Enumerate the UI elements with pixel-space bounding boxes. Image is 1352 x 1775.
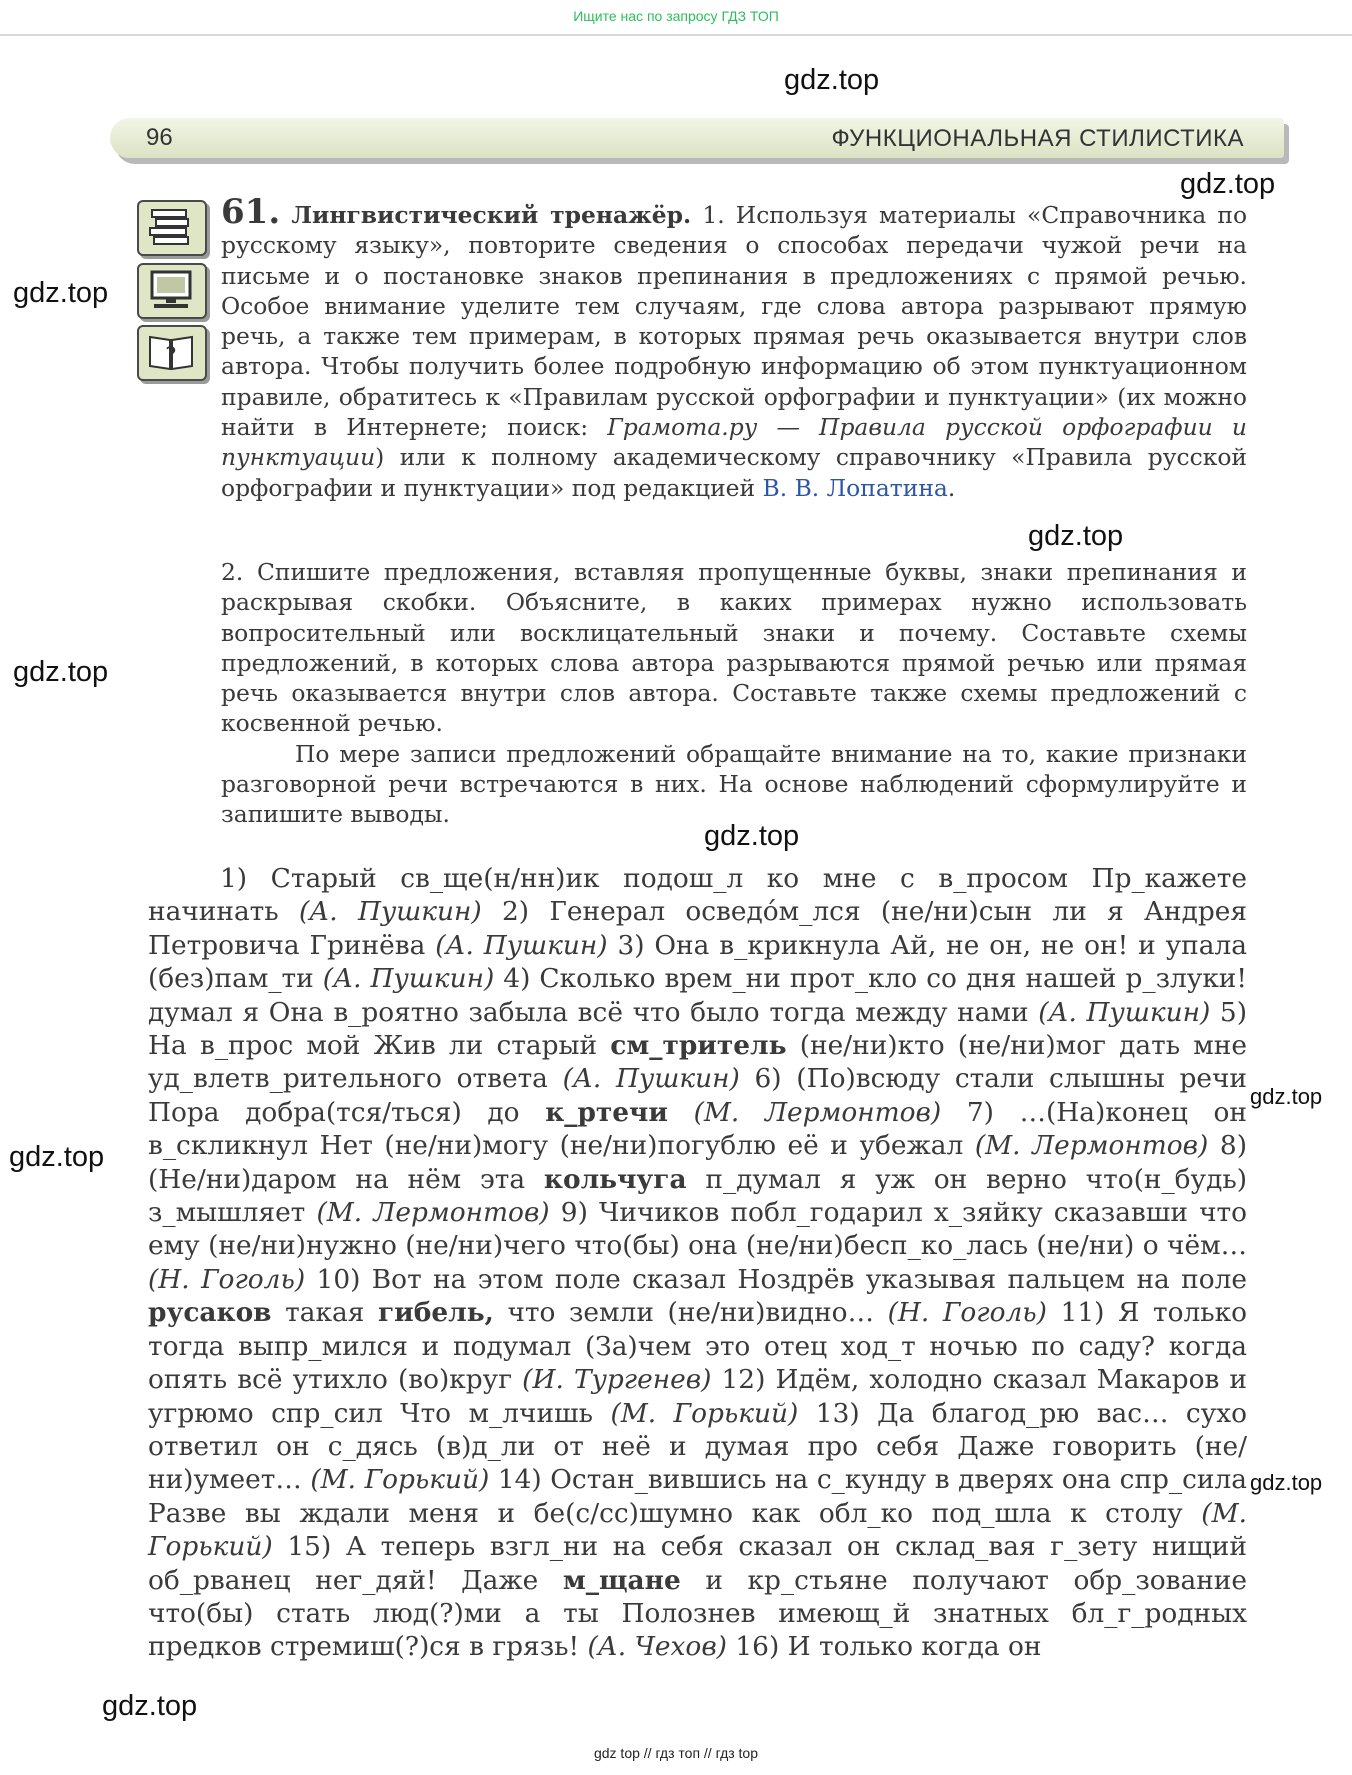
bold-word: русаков	[148, 1297, 272, 1329]
watermark: gdz.top	[784, 64, 880, 96]
editor-link[interactable]: В. В. Лопатина	[762, 473, 948, 502]
task-2-block	[221, 557, 1247, 830]
sentence-text: 3) Она в_крикнула Ай, не он, не он! и упала (без)пам_ти	[148, 929, 1247, 995]
sentence-text: 9) Чичиков побл_годарил х_зяйку сказавши что ему (не/ни)нужно (не/ни)чего что(бы) она (не/ни)бесп_ко_лась (не/ни) о чём…	[148, 1197, 1248, 1262]
sentence-text: 1) Старый св_ще(н/нн)ик подош_л ко мне с в_просом Пр_кажете начинать	[148, 863, 1247, 928]
footer-links[interactable]: gdz top // гдз топ // гдз top	[593, 1745, 759, 1761]
sentence-text: 14) Остан_вившись на с_кунду в дверях она спр_сила Разве вы ждали меня и бе(с/сс)шумно как обл_ко под_шла к столу	[148, 1464, 1247, 1529]
sentence-text: п_думал я уж он верно что(н_будь) з_мышляет	[148, 1163, 1248, 1229]
watermark: gdz.top	[1250, 1084, 1323, 1109]
svg-text:?: ?	[165, 344, 177, 369]
watermark: gdz.top	[102, 1690, 198, 1722]
author-citation: (А. Пушкин)	[562, 1063, 740, 1095]
page-header	[110, 118, 1284, 158]
author-citation: (А. Пушкин)	[322, 963, 495, 995]
author-citation: (А. Пушкин)	[435, 929, 608, 961]
watermark: gdz.top	[13, 656, 109, 688]
author-citation: (И. Тургенев)	[522, 1364, 712, 1396]
author-citation: (М. Лермонтов)	[316, 1197, 550, 1229]
author-citation: (Н. Гоголь)	[148, 1263, 306, 1295]
bold-word: гибель,	[377, 1297, 494, 1329]
bold-word: см_тритель	[610, 1030, 787, 1062]
section-title: ФУНКЦИОНАЛЬНАЯ СТИЛИСТИКА	[831, 125, 1244, 152]
author-citation: (М. Горький)	[610, 1397, 799, 1429]
sentence-text: 15) А теперь взгл_ни на себя сказал он склад_вая г_зету нищий об_рванец нег_дяй! Даже	[148, 1531, 1247, 1596]
author-citation: (Н. Гоголь)	[887, 1297, 1047, 1329]
books-icon	[137, 200, 207, 256]
exercise-sentences	[148, 862, 1247, 1664]
exercise-title: Лингвистический тренажёр.	[291, 201, 692, 229]
watermark: gdz.top	[704, 820, 800, 852]
task-1	[221, 192, 1248, 503]
page-number: 96	[146, 124, 173, 151]
author-citation: (М. Лермонтов)	[693, 1096, 942, 1128]
exercise-number: 61.	[221, 192, 281, 232]
sentence-text: 10) Вот на этом поле сказал Ноздрёв указывая пальцем на поле	[316, 1263, 1248, 1295]
author-citation: (М. Лермонтов)	[974, 1130, 1209, 1162]
sentence-text: 2) Генерал осведóм_лся (не/ни)сын ли я Андрея Петровича Гринёва	[148, 896, 1248, 961]
search-query: Грамота.ру — Правила русской орфографии и пунктуации	[221, 413, 1247, 472]
author-citation: (М. Горький)	[310, 1464, 490, 1496]
watermark: gdz.top	[1250, 1470, 1323, 1495]
sentence-text: 13) Да благод_рю вас… сухо ответил он с_дясь (в)д_ли от неё и думая про себя Даже говорить (не/ни)умеет…	[148, 1397, 1248, 1496]
sentence-text: 7) …(На)конец он в_скликнул Нет (не/ни)могу (не/ни)погублю её и убежал	[148, 1096, 1248, 1162]
sentence-text: (не/ни)кто (не/ни)мог дать мне уд_влетв_рительного ответа	[148, 1030, 1248, 1095]
watermark: gdz.top	[13, 277, 109, 309]
task-1-text: 1. Используя материалы «Справочника по русскому языку», повторите сведения о способах передачи чужой речи на письме и о постановке знаков препинания в предложениях с прямой речью. Особое внимание уделите тем случаям, где слова автора разрывают прямую речь, а также тем примерам, в которых прямая речь оказывается внутри слов автора. Чтобы получить более подробную информацию об этом пунктуационном правиле, обратитесь к «Правилам русской орфографии и пунктуации» (их можно найти в Интернете; поиск:	[221, 201, 1248, 442]
computer-icon	[137, 263, 207, 319]
sentence-text: и кр_стьяне получают обр_зование что(бы) стать люд(?)ми а ты Полознев имеющ_й знатных бл_г_родных предков стремиш(?)ся в грязь!	[148, 1564, 1248, 1663]
bold-word: к_ртечи	[545, 1096, 668, 1128]
reference-book-icon	[137, 325, 207, 381]
sentence-text: 5) На в_прос мой Жив ли старый	[148, 996, 1247, 1062]
exercise-61	[221, 192, 1248, 503]
author-citation: (А. Пушкин)	[298, 896, 482, 928]
sentence-text: 11) Я только тогда выпр_мился и подумал (За)чем это отец ход_т ночью по саду? когда опять всё утихло (во)круг	[148, 1297, 1248, 1396]
sentence-text: 6) (По)всюду стали слышны речи Пора добра(тся/ться) до	[148, 1063, 1247, 1128]
watermark: gdz.top	[1028, 520, 1124, 552]
sentence-text: что земли (не/ни)видно…	[507, 1297, 874, 1329]
author-citation: (А. Чехов)	[587, 1631, 727, 1663]
sentence-text: 4) Сколько врем_ни прот_кло со дня нашей р_злуки! думал я Она в_роятно забыла всё что было тогда между нами	[148, 963, 1248, 1028]
sentence-text: такая	[285, 1297, 365, 1329]
sentence-text: 16) И только когда он	[735, 1631, 1042, 1663]
task-2: 2. Спишите предложения, вставляя пропущенные буквы, знаки препинания и раскрывая скобки. Объясните, в каких примерах нужно использовать вопросительный или восклицательный знаки и почему. Составьте схемы предложений, в которых слова автора разрываются прямой речью или прямая речь оказывается внутри слов автора. Составьте также схемы предложений с косвенной речью.	[221, 558, 1247, 738]
task-1-dot: .	[947, 473, 956, 502]
task-2b: По мере записи предложений обращайте внимание на то, какие признаки разговорной речи встречаются в них. На основе наблюдений сформулируйте и запишите выводы.	[221, 739, 1247, 829]
watermark: gdz.top	[1180, 168, 1276, 200]
author-citation: (А. Пушкин)	[1038, 996, 1211, 1028]
watermark: gdz.top	[9, 1141, 105, 1173]
bold-word: м_щане	[562, 1564, 681, 1596]
author-citation: (М. Горький)	[148, 1497, 1248, 1563]
bold-word: кольчуга	[543, 1163, 687, 1195]
task-1-text-end: ) или к полному академическому справочнику «Правила русской орфографии и пунктуации» под редакцией	[221, 443, 1247, 502]
sentence-text: 8) (Не/ни)даром на нём эта	[148, 1130, 1247, 1195]
sentence-text: 12) Идём, холодно сказал Макаров и угрюмо спр_сил Что м_лчишь	[148, 1364, 1248, 1429]
top-banner[interactable]: Ищите нас по запросу ГДЗ ТОП	[0, 0, 1352, 36]
